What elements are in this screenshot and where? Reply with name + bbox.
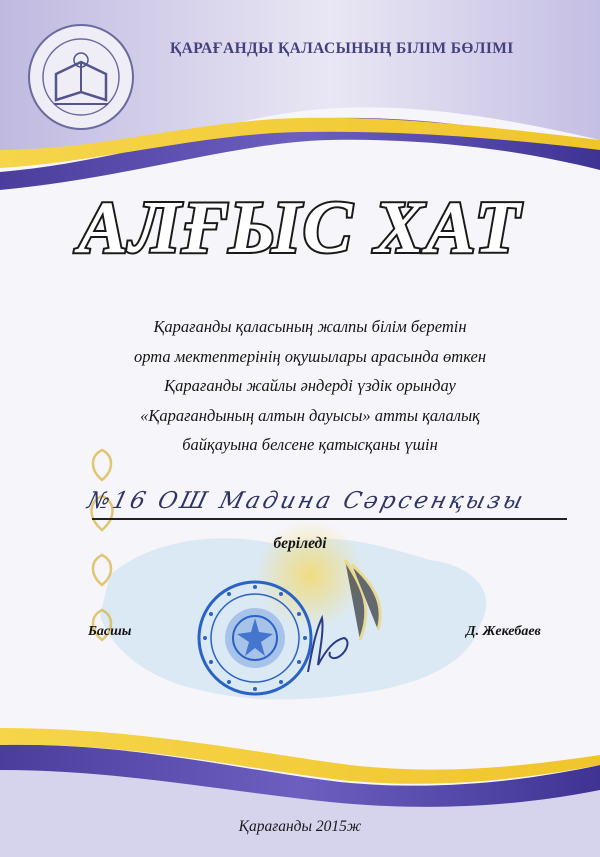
signatory-role: Басшы bbox=[88, 624, 132, 639]
body-line: орта мектептерінің оқушылары арасында өткен bbox=[133, 346, 487, 366]
body-line: «Қарағандының алтын дауысы» атты қалалық bbox=[140, 405, 480, 425]
recipient-name-handwritten: №16 ОШ Мадина Сәрсенқызы bbox=[84, 488, 529, 514]
body-line: Қарағанды жайлы әндерді үздік орындау bbox=[164, 376, 456, 395]
body-line: байқауына белсене қатысқаны үшін bbox=[182, 435, 438, 454]
education-department-emblem-icon bbox=[26, 22, 136, 132]
signatory-name: Д. Жекебаев bbox=[466, 624, 541, 639]
place-and-date: Қарағанды 2015ж bbox=[238, 818, 362, 835]
given-label: беріледі bbox=[273, 535, 327, 552]
certificate-body bbox=[60, 312, 560, 460]
official-stamp-icon bbox=[195, 578, 315, 698]
signature-icon bbox=[300, 610, 360, 680]
organization-title: ҚАРАҒАНДЫ ҚАЛАСЫНЫҢ БІЛІМ БӨЛІМІ bbox=[170, 40, 514, 57]
certificate-headline bbox=[0, 190, 600, 270]
recipient-underline bbox=[92, 518, 567, 520]
body-line: Қарағанды қаласының жалпы білім беретін bbox=[153, 317, 467, 336]
svg-text:АЛҒЫС ХАТ: АЛҒЫС ХАТ bbox=[78, 190, 522, 269]
